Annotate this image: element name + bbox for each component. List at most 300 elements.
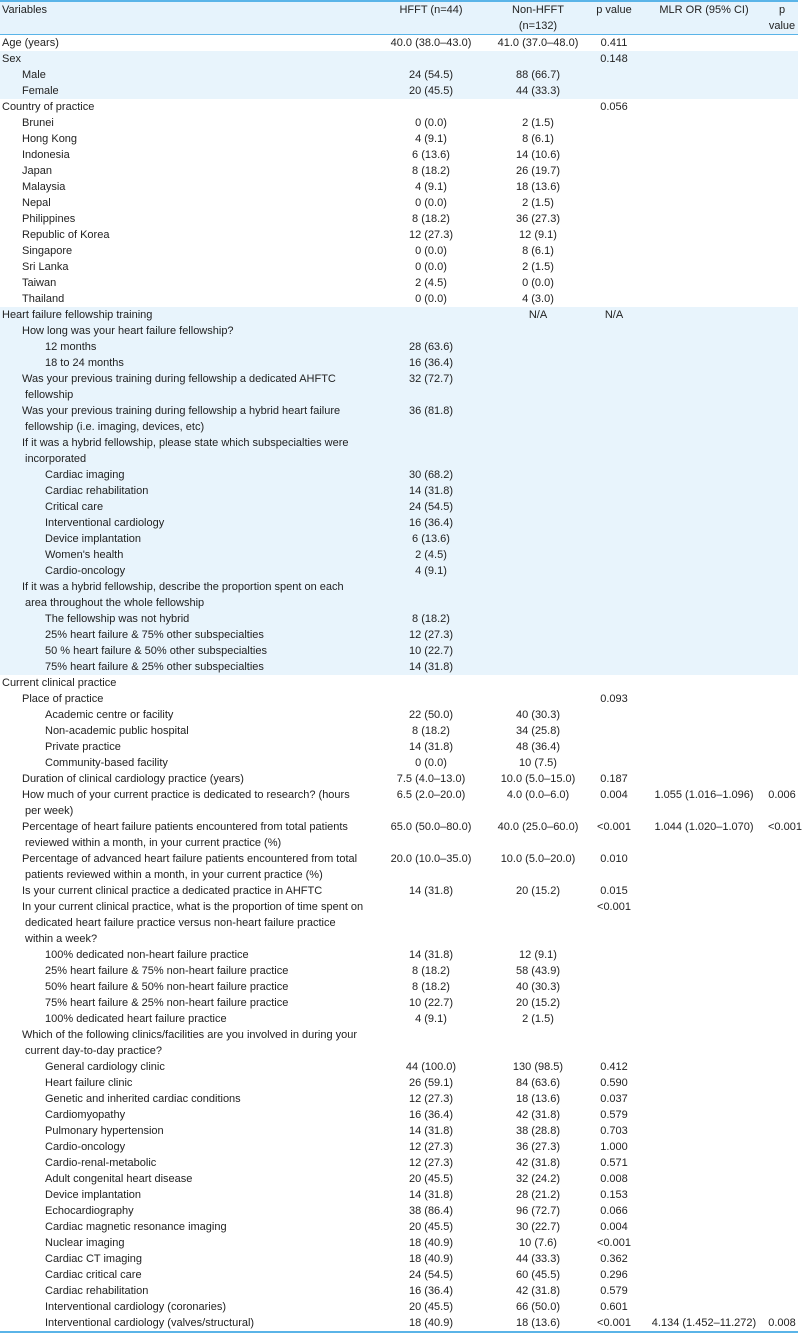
mlr-or-cell	[642, 771, 766, 787]
variable-label: Age (years)	[2, 37, 59, 49]
mlr-or-cell	[642, 1123, 766, 1139]
variable-label: Was your previous training during fellowship a dedicated AHFTC fellowship	[0, 371, 372, 403]
hfft-cell: 6 (13.6)	[412, 149, 450, 161]
variable-label: Japan	[22, 165, 52, 177]
mlr-p-value-cell	[766, 563, 798, 579]
non-hfft-cell	[490, 899, 586, 947]
table-row	[0, 979, 798, 995]
non-hfft-cell: 40 (30.3)	[515, 981, 561, 993]
table-row	[0, 1123, 798, 1139]
non-hfft-cell: 28 (21.2)	[515, 1189, 561, 1201]
mlr-or-cell	[642, 339, 766, 355]
hfft-cell: 16 (36.4)	[372, 355, 490, 371]
mlr-or-cell	[642, 899, 766, 947]
mlr-p-value-cell	[766, 211, 798, 227]
variable-label: 18 to 24 months	[0, 355, 372, 371]
table-row	[0, 163, 798, 179]
non-hfft-cell: 2 (1.5)	[522, 117, 554, 129]
table-row	[0, 691, 798, 707]
mlr-p-value-cell	[766, 51, 798, 67]
table-row	[0, 643, 798, 659]
variable-label: Device implantation	[0, 531, 372, 547]
variable-label: Place of practice	[22, 693, 104, 705]
mlr-or-cell	[642, 963, 766, 979]
non-hfft-cell: 8 (6.1)	[522, 133, 554, 145]
p-value-cell	[586, 659, 642, 675]
variable-label: Interventional cardiology	[0, 515, 372, 531]
hfft-cell: 65.0 (50.0–80.0)	[390, 821, 472, 833]
mlr-p-value-cell	[766, 963, 798, 979]
p-value-cell: 0.296	[600, 1269, 628, 1281]
hfft-cell: 20 (45.5)	[408, 1301, 454, 1313]
p-value-cell	[586, 531, 642, 547]
hfft-cell	[372, 675, 490, 691]
non-hfft-cell: 42 (31.8)	[515, 1157, 561, 1169]
mlr-p-value-cell	[766, 83, 798, 99]
table-row	[0, 1059, 798, 1075]
table-row	[0, 51, 798, 67]
non-hfft-cell: 40.0 (25.0–60.0)	[497, 821, 579, 833]
table-row	[0, 963, 798, 979]
non-hfft-cell: N/A	[490, 307, 586, 323]
mlr-or-cell	[642, 675, 766, 691]
mlr-or-cell: 1.055 (1.016–1.096)	[654, 789, 754, 801]
p-value-cell	[586, 339, 642, 355]
mlr-or-cell	[642, 1107, 766, 1123]
table-row	[0, 1075, 798, 1091]
table-row	[0, 851, 798, 883]
mlr-p-value-cell	[766, 995, 798, 1011]
variable-label: Women's health	[0, 547, 372, 563]
mlr-p-value-cell	[766, 67, 798, 83]
variable-label: Private practice	[45, 741, 121, 753]
variable-label: Sex	[0, 51, 372, 67]
mlr-or-cell	[642, 435, 766, 467]
non-hfft-cell	[490, 1027, 586, 1059]
non-hfft-cell	[490, 499, 586, 515]
mlr-or-cell	[642, 1011, 766, 1027]
non-hfft-cell: 42 (31.8)	[515, 1109, 561, 1121]
mlr-p-value-cell	[766, 627, 798, 643]
hfft-cell: 8 (18.2)	[412, 213, 450, 225]
hfft-cell: 20 (45.5)	[372, 83, 490, 99]
variable-label: Philippines	[22, 213, 76, 225]
table-row	[0, 467, 798, 483]
p-value-cell: 1.000	[600, 1141, 628, 1153]
mlr-or-cell	[642, 1139, 766, 1155]
variable-label: 75% heart failure & 25% non-heart failure practice	[45, 997, 289, 1009]
variable-label: Non-academic public hospital	[45, 725, 189, 737]
hfft-cell: 30 (68.2)	[372, 467, 490, 483]
p-value-cell	[586, 323, 642, 339]
mlr-p-value-cell	[766, 115, 798, 131]
mlr-p-value-cell	[766, 1059, 798, 1075]
p-value-cell	[586, 83, 642, 99]
mlr-p-value-cell	[766, 723, 798, 739]
variable-label: Percentage of advanced heart failure patients encountered from total patients reviewed within a month, in your current practice (%)	[22, 853, 358, 881]
non-hfft-cell: 36 (27.3)	[515, 213, 561, 225]
p-value-cell: 0.153	[600, 1189, 628, 1201]
mlr-or-cell	[642, 115, 766, 131]
hfft-cell	[372, 435, 490, 467]
hfft-cell: 24 (54.5)	[408, 1269, 454, 1281]
mlr-or-cell	[642, 483, 766, 499]
non-hfft-cell	[490, 643, 586, 659]
table-row	[0, 899, 798, 947]
variable-label: Cardiac rehabilitation	[45, 1285, 149, 1297]
mlr-or-cell	[642, 563, 766, 579]
table-row	[0, 1267, 798, 1283]
non-hfft-cell: 0 (0.0)	[522, 277, 554, 289]
hfft-cell: 14 (31.8)	[408, 885, 454, 897]
mlr-p-value-cell	[766, 1123, 798, 1139]
table-row	[0, 275, 798, 291]
table-row	[0, 1139, 798, 1155]
p-value-cell: <0.001	[597, 901, 631, 913]
mlr-p-value-cell	[766, 515, 798, 531]
mlr-or-cell	[642, 659, 766, 675]
hfft-cell: 6.5 (2.0–20.0)	[396, 789, 466, 801]
non-hfft-cell: 36 (27.3)	[515, 1141, 561, 1153]
variable-label: Cardiac critical care	[45, 1269, 142, 1281]
non-hfft-cell	[490, 563, 586, 579]
hfft-cell: 14 (31.8)	[408, 1125, 454, 1137]
variable-label: Republic of Korea	[22, 229, 110, 241]
variable-label: Nepal	[22, 197, 51, 209]
table-row	[0, 67, 798, 83]
hfft-cell: 18 (40.9)	[408, 1253, 454, 1265]
table-row	[0, 1155, 798, 1171]
mlr-p-value-cell	[766, 1283, 798, 1299]
mlr-or-cell	[642, 467, 766, 483]
mlr-or-cell	[642, 147, 766, 163]
mlr-or-cell	[642, 1027, 766, 1059]
p-value-cell	[586, 627, 642, 643]
p-value-cell	[586, 179, 642, 195]
non-hfft-cell: 38 (28.8)	[515, 1125, 561, 1137]
p-value-cell: 0.571	[600, 1157, 628, 1169]
variable-label: Nuclear imaging	[45, 1237, 125, 1249]
non-hfft-cell	[490, 531, 586, 547]
hfft-cell: 14 (31.8)	[408, 1189, 454, 1201]
variable-label: 25% heart failure & 75% other subspecialties	[0, 627, 372, 643]
table-row	[0, 403, 798, 435]
non-hfft-cell	[490, 483, 586, 499]
mlr-p-value-cell	[766, 659, 798, 675]
non-hfft-cell: 30 (22.7)	[515, 1221, 561, 1233]
p-value-cell	[586, 163, 642, 179]
mlr-or-cell	[642, 195, 766, 211]
variable-label: 100% dedicated non-heart failure practice	[45, 949, 249, 961]
mlr-p-value-cell	[766, 883, 798, 899]
mlr-p-value-cell	[766, 547, 798, 563]
mlr-p-value-cell	[766, 163, 798, 179]
mlr-p-value-cell	[766, 435, 798, 467]
hfft-cell: 20.0 (10.0–35.0)	[390, 853, 472, 865]
p-value-cell: 0.008	[600, 1173, 628, 1185]
table-row	[0, 947, 798, 963]
p-value-cell	[586, 723, 642, 739]
mlr-p-value-cell	[766, 1219, 798, 1235]
non-hfft-cell: 10 (7.6)	[519, 1237, 557, 1249]
hfft-cell: 4 (9.1)	[372, 563, 490, 579]
hfft-cell: 8 (18.2)	[372, 611, 490, 627]
mlr-or-cell	[642, 1155, 766, 1171]
table-row	[0, 1219, 798, 1235]
variable-label: Taiwan	[22, 277, 57, 289]
hfft-cell: 6 (13.6)	[372, 531, 490, 547]
p-value-cell: 0.148	[586, 51, 642, 67]
mlr-or-cell	[642, 1059, 766, 1075]
mlr-p-value-cell	[766, 243, 798, 259]
mlr-or-cell	[642, 243, 766, 259]
hfft-cell: 28 (63.6)	[372, 339, 490, 355]
non-hfft-cell: 18 (13.6)	[515, 1317, 561, 1329]
hfft-cell: 36 (81.8)	[372, 403, 490, 435]
mlr-or-cell	[642, 691, 766, 707]
hfft-cell	[372, 899, 490, 947]
p-value-cell: 0.004	[600, 1221, 628, 1233]
non-hfft-cell	[490, 547, 586, 563]
hfft-cell: 32 (72.7)	[372, 371, 490, 403]
hfft-cell: 20 (45.5)	[408, 1221, 454, 1233]
non-hfft-cell	[490, 51, 586, 67]
p-value-cell: 0.412	[600, 1061, 628, 1073]
table-row	[0, 1299, 798, 1315]
p-value-cell	[586, 499, 642, 515]
mlr-p-value-cell	[766, 1203, 798, 1219]
hfft-cell: 12 (27.3)	[408, 1157, 454, 1169]
table-row	[0, 371, 798, 403]
mlr-or-cell	[642, 1171, 766, 1187]
table-row	[0, 627, 798, 643]
hfft-cell: 24 (54.5)	[372, 499, 490, 515]
table-row	[0, 211, 798, 227]
mlr-p-value-cell	[766, 1299, 798, 1315]
mlr-p-value-cell: 0.008	[768, 1317, 796, 1329]
non-hfft-cell: 32 (24.2)	[515, 1173, 561, 1185]
mlr-or-cell	[642, 1251, 766, 1267]
hfft-cell: 2 (4.5)	[372, 547, 490, 563]
variable-label: Is your current clinical practice a dedicated practice in AHFTC	[22, 885, 323, 897]
p-value-cell: 0.703	[600, 1125, 628, 1137]
mlr-or-cell	[642, 1203, 766, 1219]
p-value-cell	[586, 579, 642, 611]
mlr-or-cell	[642, 1235, 766, 1251]
non-hfft-cell: 34 (25.8)	[515, 725, 561, 737]
mlr-p-value-cell	[766, 355, 798, 371]
mlr-p-value-cell	[766, 227, 798, 243]
mlr-p-value-cell	[766, 131, 798, 147]
table-row	[0, 707, 798, 723]
p-value-cell	[586, 435, 642, 467]
hfft-cell: 12 (27.3)	[408, 1141, 454, 1153]
hfft-cell: 4 (9.1)	[415, 133, 447, 145]
p-value-cell	[586, 547, 642, 563]
table-row	[0, 739, 798, 755]
table-row	[0, 723, 798, 739]
table-row	[0, 1011, 798, 1027]
mlr-or-cell	[642, 131, 766, 147]
hfft-cell: 4 (9.1)	[415, 1013, 447, 1025]
variable-label: Female	[0, 83, 372, 99]
p-value-cell: 0.093	[600, 693, 628, 705]
variable-label: If it was a hybrid fellowship, describe the proportion spent on each area throughout the whole fellowship	[0, 579, 372, 611]
mlr-p-value-cell	[766, 851, 798, 883]
non-hfft-cell	[490, 371, 586, 403]
hfft-cell	[372, 1027, 490, 1059]
variable-label: Percentage of heart failure patients encountered from total patients reviewed within a month, in your current practice (%)	[22, 821, 348, 849]
mlr-or-cell	[642, 355, 766, 371]
table-row	[0, 1091, 798, 1107]
table-row	[0, 515, 798, 531]
non-hfft-cell: 130 (98.5)	[512, 1061, 564, 1073]
p-value-cell	[586, 371, 642, 403]
header-hfft: HFFT (n=44)	[372, 1, 490, 35]
non-hfft-cell: 10 (7.5)	[519, 757, 557, 769]
variable-label: Interventional cardiology (valves/structural)	[45, 1317, 255, 1329]
mlr-or-cell	[642, 723, 766, 739]
p-value-cell	[586, 147, 642, 163]
table-row	[0, 483, 798, 499]
non-hfft-cell: 44 (33.3)	[490, 83, 586, 99]
p-value-cell: 0.187	[600, 773, 628, 785]
mlr-or-cell	[642, 883, 766, 899]
hfft-cell: 38 (86.4)	[408, 1205, 454, 1217]
non-hfft-cell: 12 (9.1)	[519, 229, 557, 241]
hfft-cell: 8 (18.2)	[412, 965, 450, 977]
hfft-cell: 0 (0.0)	[415, 757, 447, 769]
mlr-p-value-cell	[766, 1171, 798, 1187]
mlr-or-cell	[642, 179, 766, 195]
mlr-or-cell	[642, 83, 766, 99]
mlr-p-value-cell	[766, 1155, 798, 1171]
p-value-cell: 0.010	[600, 853, 628, 865]
non-hfft-cell	[490, 515, 586, 531]
mlr-p-value-cell	[766, 579, 798, 611]
mlr-p-value-cell	[766, 755, 798, 771]
mlr-p-value-cell	[766, 979, 798, 995]
mlr-or-cell	[642, 1299, 766, 1315]
table-row	[0, 1235, 798, 1251]
mlr-or-cell	[642, 755, 766, 771]
p-value-cell: 0.411	[600, 37, 628, 49]
hfft-cell: 22 (50.0)	[408, 709, 454, 721]
mlr-p-value-cell	[766, 1107, 798, 1123]
mlr-or-cell	[642, 291, 766, 307]
variable-label: Cardiomyopathy	[45, 1109, 126, 1121]
hfft-cell: 0 (0.0)	[415, 245, 447, 257]
mlr-or-cell	[642, 99, 766, 115]
hfft-cell: 12 (27.3)	[408, 1093, 454, 1105]
hfft-cell: 0 (0.0)	[415, 197, 447, 209]
table-row	[0, 1171, 798, 1187]
p-value-cell	[586, 739, 642, 755]
p-value-cell	[586, 515, 642, 531]
mlr-or-cell	[642, 163, 766, 179]
mlr-or-cell	[642, 947, 766, 963]
non-hfft-cell: 12 (9.1)	[519, 949, 557, 961]
variable-label: In your current clinical practice, what is the proportion of time spent on dedicated heart failure practice versus non-heart failure practice within a week?	[22, 901, 364, 945]
p-value-cell	[586, 963, 642, 979]
mlr-or-cell	[642, 1187, 766, 1203]
table-row	[0, 499, 798, 515]
variable-label: 50% heart failure & 50% non-heart failure practice	[45, 981, 289, 993]
mlr-p-value-cell	[766, 179, 798, 195]
non-hfft-cell	[490, 99, 586, 115]
table-row	[0, 771, 798, 787]
p-value-cell	[586, 995, 642, 1011]
p-value-cell: 0.037	[600, 1093, 628, 1105]
p-value-cell: 0.004	[600, 789, 628, 801]
hfft-cell: 12 (27.3)	[372, 627, 490, 643]
mlr-p-value-cell	[766, 899, 798, 947]
hfft-cell: 8 (18.2)	[412, 165, 450, 177]
mlr-p-value-cell	[766, 1251, 798, 1267]
header-variables: Variables	[0, 1, 372, 35]
non-hfft-cell	[490, 467, 586, 483]
mlr-p-value-cell	[766, 307, 798, 323]
table-row	[0, 1027, 798, 1059]
variable-label: 25% heart failure & 75% non-heart failure practice	[45, 965, 289, 977]
mlr-p-value-cell	[766, 147, 798, 163]
mlr-p-value-cell	[766, 675, 798, 691]
table-row	[0, 659, 798, 675]
table-row	[0, 675, 798, 691]
variable-label: How long was your heart failure fellowship?	[0, 323, 372, 339]
hfft-cell: 26 (59.1)	[408, 1077, 454, 1089]
mlr-p-value-cell	[766, 483, 798, 499]
hfft-cell: 14 (31.8)	[408, 741, 454, 753]
hfft-cell	[372, 51, 490, 67]
non-hfft-cell: 44 (33.3)	[515, 1253, 561, 1265]
non-hfft-cell: 20 (15.2)	[515, 997, 561, 1009]
header-mlr-p-value: p value	[766, 1, 798, 35]
mlr-p-value-cell	[766, 1075, 798, 1091]
variable-label: Male	[0, 67, 372, 83]
hfft-cell: 0 (0.0)	[415, 293, 447, 305]
mlr-or-cell	[642, 307, 766, 323]
non-hfft-cell: 58 (43.9)	[515, 965, 561, 977]
variable-label: General cardiology clinic	[45, 1061, 165, 1073]
table-row	[0, 307, 798, 323]
variable-label: How much of your current practice is dedicated to research? (hours per week)	[22, 789, 350, 817]
variable-label: Sri Lanka	[22, 261, 69, 273]
mlr-p-value-cell	[766, 35, 798, 52]
p-value-cell: 0.601	[600, 1301, 628, 1313]
mlr-p-value-cell	[766, 339, 798, 355]
p-value-cell	[586, 275, 642, 291]
hfft-cell	[372, 691, 490, 707]
variable-label: Country of practice	[2, 101, 95, 113]
mlr-p-value-cell	[766, 643, 798, 659]
table-row	[0, 547, 798, 563]
non-hfft-cell: 96 (72.7)	[515, 1205, 561, 1217]
variable-label: Brunei	[22, 117, 54, 129]
variable-label: Heart failure fellowship training	[0, 307, 372, 323]
non-hfft-cell: 10.0 (5.0–20.0)	[500, 853, 576, 865]
non-hfft-cell	[490, 355, 586, 371]
p-value-cell	[586, 259, 642, 275]
mlr-or-cell	[642, 323, 766, 339]
p-value-cell	[586, 563, 642, 579]
hfft-cell	[372, 323, 490, 339]
non-hfft-cell: 8 (6.1)	[522, 245, 554, 257]
hfft-cell: 18 (40.9)	[408, 1317, 454, 1329]
table-row	[0, 1315, 798, 1332]
mlr-p-value-cell	[766, 403, 798, 435]
variable-label: Cardiac CT imaging	[45, 1253, 143, 1265]
